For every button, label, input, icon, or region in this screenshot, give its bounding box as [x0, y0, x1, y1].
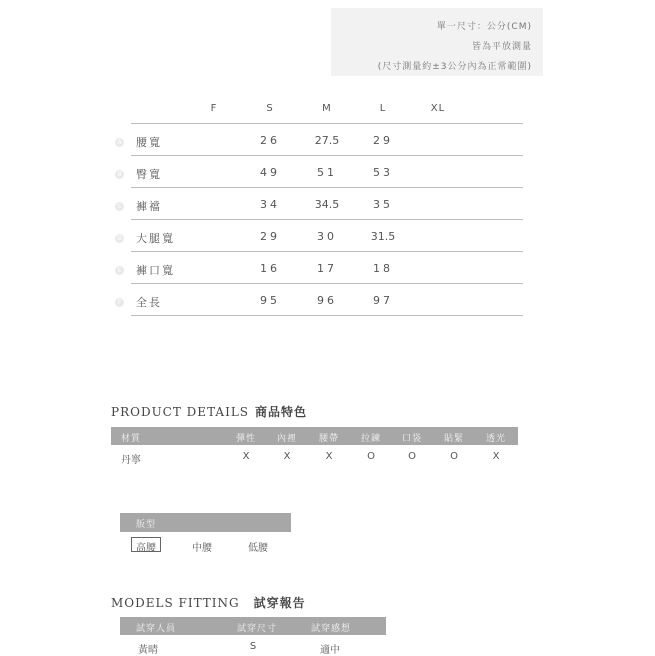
product-details-title-en: PRODUCT DETAILS: [111, 405, 250, 419]
fitting-header-feedback: 試穿感想: [311, 624, 352, 634]
thigh-s: 29: [260, 230, 280, 243]
size-header-xl: XL: [430, 103, 446, 114]
feature-header-pocket: 口袋: [401, 434, 423, 444]
size-header-l: L: [379, 103, 387, 114]
models-fitting-title: [111, 594, 306, 611]
thigh-l: 31.5: [370, 230, 396, 243]
table-rule: [131, 123, 523, 124]
hip-m: 51: [317, 166, 337, 179]
fitting-model-size: S: [249, 641, 257, 652]
measure-length: 全長: [136, 296, 162, 309]
fitting-model-name: 黃晴: [138, 645, 158, 656]
note-tolerance: (尺寸測量約±3公分內為正常範圍): [377, 62, 532, 72]
feature-header-zipper: 拉鍊: [360, 434, 382, 444]
table-rule: [131, 251, 523, 252]
note-unit: 單一尺寸：公分(CM): [436, 22, 532, 32]
feature-lining-value: X: [283, 451, 291, 462]
models-fitting-title-en: MODELS FITTING: [111, 596, 240, 610]
feature-zipper-value: O: [367, 451, 375, 462]
feature-header-lining: 內裡: [276, 434, 298, 444]
rise-option-low: 低腰: [248, 543, 268, 554]
fitting-model-feedback: 適中: [320, 645, 340, 656]
measure-thigh: 大腿寬: [136, 232, 175, 245]
leg-opening-l: 18: [373, 262, 393, 275]
table-rule: [131, 315, 523, 316]
fitting-header-size: 試穿尺寸: [237, 624, 278, 634]
feature-sheer-value: X: [492, 451, 500, 462]
fitting-header-model: 試穿人員: [136, 624, 177, 634]
measure-hip: 臀寬: [136, 168, 162, 181]
feature-header-stretch: 彈性: [235, 434, 257, 444]
waist-m: 27.5: [314, 134, 340, 147]
feature-fit-value: O: [450, 451, 458, 462]
rise-option-high: 高腰: [136, 543, 156, 554]
waist-s: 26: [260, 134, 280, 147]
models-fitting-title-cjk: 試穿報告: [253, 596, 306, 610]
measurement-note-box: [331, 8, 543, 76]
product-details-title-cjk: 商品特色: [255, 405, 308, 419]
row-badge: F: [115, 298, 124, 307]
thigh-m: 30: [317, 230, 337, 243]
measure-waist: 腰寬: [136, 136, 162, 149]
rise-s: 34: [260, 198, 280, 211]
material-value: 丹寧: [121, 455, 141, 466]
rise-header: 版型: [136, 520, 157, 530]
waist-l: 29: [373, 134, 393, 147]
size-header-s: S: [266, 103, 274, 114]
table-rule: [131, 219, 523, 220]
length-s: 95: [260, 294, 280, 307]
rise-m: 34.5: [314, 198, 340, 211]
measure-leg-opening: 褲口寬: [136, 264, 175, 277]
table-rule: [131, 283, 523, 284]
table-rule: [131, 187, 523, 188]
measure-rise: 褲襠: [136, 200, 162, 213]
feature-belt-value: X: [325, 451, 333, 462]
hip-l: 53: [373, 166, 393, 179]
leg-opening-s: 16: [260, 262, 280, 275]
material-header: 材質: [121, 434, 142, 444]
feature-header-sheer: 透光: [485, 434, 507, 444]
hip-s: 49: [260, 166, 280, 179]
row-badge: B: [115, 170, 124, 179]
row-badge: E: [115, 266, 124, 275]
feature-stretch-value: X: [242, 451, 250, 462]
rise-option-mid: 中腰: [192, 543, 212, 554]
size-header-m: M: [322, 103, 332, 114]
table-rule: [131, 155, 523, 156]
length-l: 97: [373, 294, 393, 307]
feature-pocket-value: O: [408, 451, 416, 462]
row-badge: C: [115, 202, 124, 211]
rise-l: 35: [373, 198, 393, 211]
feature-header-belt: 腰帶: [318, 434, 340, 444]
length-m: 96: [317, 294, 337, 307]
size-header-f: F: [210, 103, 218, 114]
leg-opening-m: 17: [317, 262, 337, 275]
product-details-title: [111, 403, 307, 420]
row-badge: A: [115, 138, 124, 147]
note-flat-measure: 皆為平放測量: [471, 42, 532, 52]
row-badge: D: [115, 234, 124, 243]
feature-header-fit: 貼緊: [443, 434, 465, 444]
